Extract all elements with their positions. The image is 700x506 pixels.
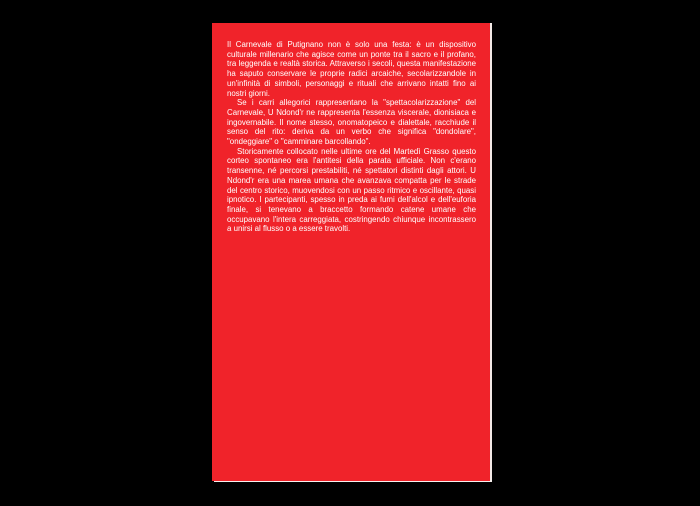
book-page — [212, 23, 490, 481]
paragraph-1: Il Carnevale di Putignano non è solo una festa: è un dispositivo culturale millenario che agisce come un ponte tra il sacro e il profano, tra leggenda e realtà storica. Attraverso i secoli, questa manifestazione ha saputo conservare le proprie radici arcaiche, secolarizzandole in un'infinità di simboli, personaggi e rituali che arrivano intatti fino ai nostri giorni. — [227, 40, 476, 98]
paragraph-3: Storicamente collocato nelle ultime ore del Martedì Grasso questo corteo spontaneo era l'antitesi della parata ufficiale. Non c'erano transenne, né percorsi prestabiliti, né spettatori distinti dagli attori. U Ndond'r era una marea umana che avanzava compatta per le strade del centro storico, muovendosi con un passo ritmico e oscillante, quasi ipnotico. I partecipanti, spesso in preda ai fumi dell'alcol e dell'euforia finale, si tenevano a braccetto formando catene umane che occupavano l'intera carreggiata, costringendo chiunque incontrassero a unirsi al flusso o a essere travolti. — [227, 146, 476, 234]
page-edge — [490, 24, 492, 480]
body-text — [227, 40, 476, 234]
paragraph-2: Se i carri allegorici rappresentano la "spettacolarizzazione" del Carnevale, U Ndond'r ne rappresenta l'essenza viscerale, dionisiaca e ingovernabile. Il nome stesso, onomatopeico e dialettale, racchiude il senso del rito: deriva da un verbo che significa "dondolare", "ondeggiare" o "camminare barcollando". — [227, 98, 476, 147]
